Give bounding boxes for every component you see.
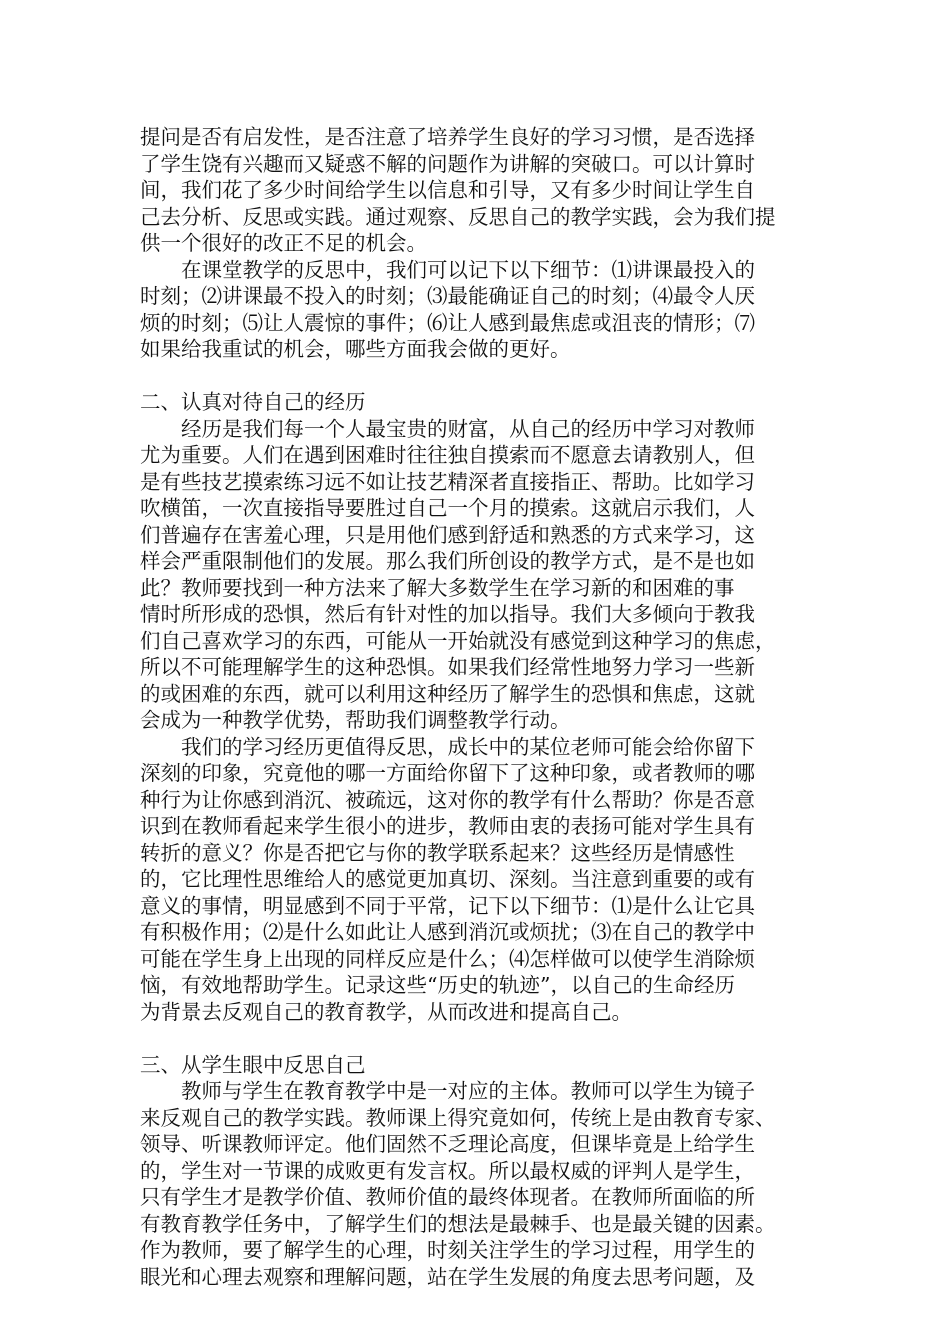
text-line: 会成为一种教学优势，帮助我们调整教学行动。 (140, 708, 571, 732)
text-line: 在课堂教学的反思中，我们可以记下以下细节：⑴讲课最投入的 (140, 257, 755, 282)
section-heading (140, 389, 810, 416)
text-line: 意义的事情，明显感到不同于平常，记下以下细节：⑴是什么让它具 (140, 893, 755, 918)
paragraph (140, 257, 810, 363)
text-line: 作为教师，要了解学生的心理，时刻关注学生的学习过程，用学生的 (140, 1238, 755, 1262)
text-line: 经历是我们每一个人最宝贵的财富，从自己的经历中学习对教师 (140, 416, 755, 441)
paragraph (140, 124, 810, 257)
paragraph (140, 416, 810, 734)
text-line: 转折的意义？你是否把它与你的教学联系起来？这些经历是情感性 (140, 840, 735, 865)
text-line: 提问是否有启发性，是否注意了培养学生良好的学习习惯，是否选择 (140, 125, 755, 149)
text-line: 所以不可能理解学生的这种恐惧。如果我们经常性地努力学习一些新 (140, 655, 755, 679)
section-heading (140, 1052, 810, 1079)
text-line: 种行为让你感到消沉、被疏远，这对你的教学有什么帮助？你是否意 (140, 787, 755, 812)
text-line: 的，它比理性思维给人的感觉更加真切、深刻。当注意到重要的或有 (140, 867, 755, 891)
text-line: 尤为重要。人们在遇到困难时往往独自摸索而不愿意去请教别人，但 (140, 443, 755, 467)
text-line: 有积极作用；⑵是什么如此让人感到消沉或烦扰；⑶在自己的教学中 (140, 920, 755, 944)
text-line: 我们的学习经历更值得反思，成长中的某位老师可能会给你留下 (140, 734, 755, 759)
paragraph (140, 734, 810, 1026)
text-line: 样会严重限制他们的发展。那么我们所创设的教学方式，是不是也如 (140, 549, 755, 573)
text-line: 识到在教师看起来学生很小的进步，教师由衷的表扬可能对学生具有 (140, 814, 755, 838)
text-line: 眼光和心理去观察和理解问题，站在学生发展的角度去思考问题，及 (140, 1264, 755, 1289)
text-line: 有教育教学任务中，了解学生们的想法是最棘手、也是最关键的因素。 (140, 1211, 776, 1236)
text-line: 间，我们花了多少时间给学生以信息和引导，又有多少时间让学生自 (140, 178, 755, 202)
blank-line (140, 363, 810, 390)
text-line: 二、认真对待自己的经历 (140, 390, 366, 414)
text-line: 的或困难的东西，就可以利用这种经历了解学生的恐惧和焦虑，这就 (140, 681, 755, 706)
paragraph (140, 1078, 810, 1290)
text-line: 恼，有效地帮助学生。记录这些“历史的轨迹”，以自己的生命经历 (140, 973, 735, 997)
text-line: 了学生饶有兴趣而又疑惑不解的问题作为讲解的突破口。可以计算时 (140, 151, 755, 176)
text-line: 是有些技艺摸索练习远不如让技艺精深者直接指正、帮助。比如学习 (140, 469, 755, 494)
text-line: 领导、听课教师评定。他们固然不乏理论高度，但课毕竟是上给学生 (140, 1132, 755, 1156)
text-line: 的，学生对一节课的成败更有发言权。所以最权威的评判人是学生， (140, 1158, 755, 1183)
document-page (140, 124, 810, 1290)
text-line: 教师与学生在教育教学中是一对应的主体。教师可以学生为镜子 (140, 1079, 755, 1103)
text-line: 供一个很好的改正不足的机会。 (140, 231, 427, 255)
text-line: 如果给我重试的机会，哪些方面我会做的更好。 (140, 337, 571, 361)
text-line: 三、从学生眼中反思自己 (140, 1052, 366, 1077)
blank-line (140, 1025, 810, 1052)
text-line: 己去分析、反思或实践。通过观察、反思自己的教学实践，会为我们提 (140, 204, 776, 229)
text-line: 可能在学生身上出现的同样反应是什么；⑷怎样做可以使学生消除烦 (140, 946, 755, 971)
text-line: 深刻的印象，究竟他的哪一方面给你留下了这种印象，或者教师的哪 (140, 761, 755, 785)
text-line: 时刻；⑵讲课最不投入的时刻；⑶最能确证自己的时刻；⑷最令人厌 (140, 284, 755, 308)
text-line: 们普遍存在害羞心理，只是用他们感到舒适和熟悉的方式来学习，这 (140, 522, 755, 547)
text-line: 为背景去反观自己的教育教学，从而改进和提高自己。 (140, 999, 632, 1024)
text-line: 吹横笛，一次直接指导要胜过自己一个月的摸索。这就启示我们，人 (140, 496, 755, 520)
text-line: 只有学生才是教学价值、教师价值的最终体现者。在教师所面临的所 (140, 1185, 755, 1209)
text-line: 情时所形成的恐惧，然后有针对性的加以指导。我们大多倾向于教我 (140, 602, 755, 626)
text-line: 们自己喜欢学习的东西，可能从一开始就没有感觉到这种学习的焦虑， (140, 628, 776, 653)
text-line: 此？教师要找到一种方法来了解大多数学生在学习新的和困难的事 (140, 575, 735, 600)
text-line: 烦的时刻；⑸让人震惊的事件；⑹让人感到最焦虑或沮丧的情形；⑺ (140, 310, 755, 335)
text-line: 来反观自己的教学实践。教师课上得究竟如何，传统上是由教育专家、 (140, 1105, 776, 1130)
